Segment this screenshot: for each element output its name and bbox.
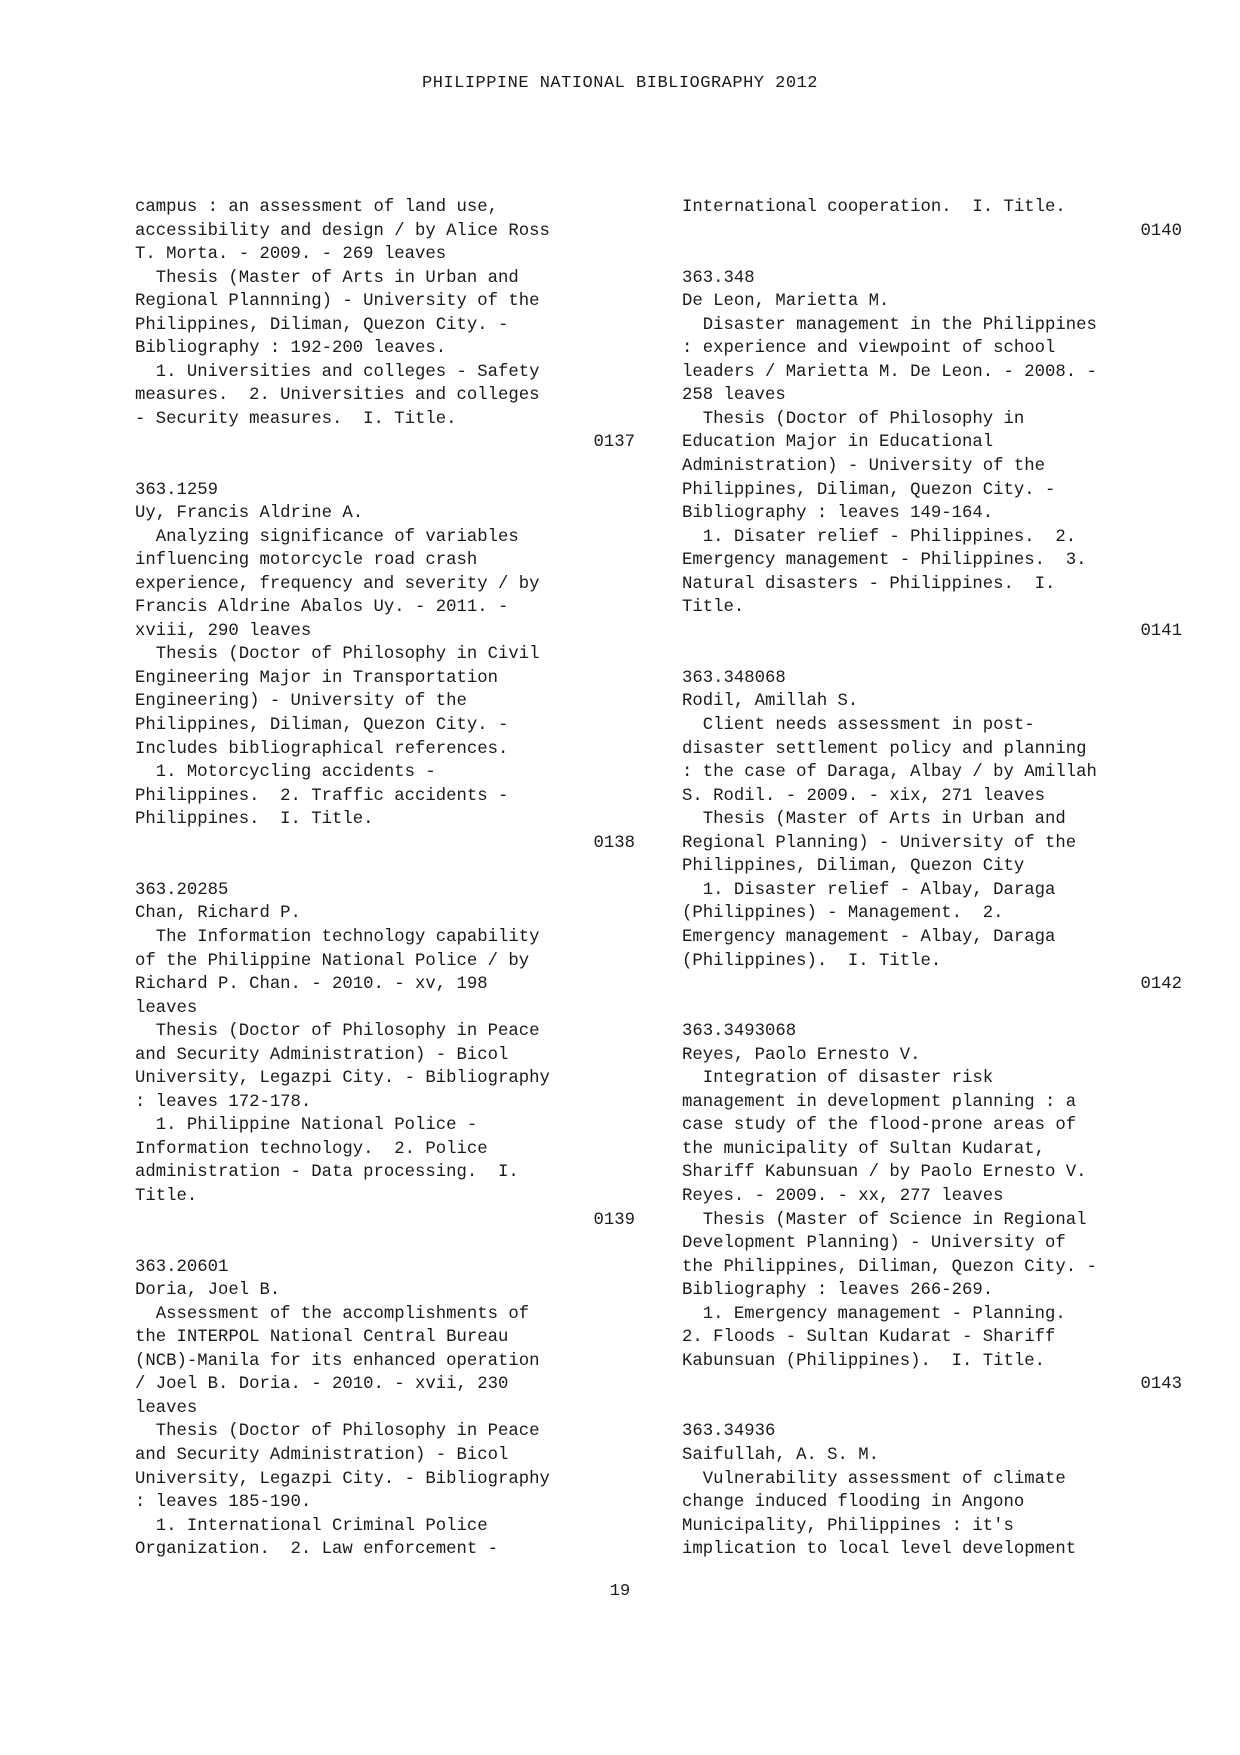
entry-line: The Information technology capability xyxy=(135,927,540,947)
entry-line: Philippines, Diliman, Quezon City. - xyxy=(135,315,509,335)
entry-line: (NCB)-Manila for its enhanced operation xyxy=(135,1351,540,1371)
entry-line: xviii, 290 leaves xyxy=(135,621,312,641)
entry-line: Administration) - University of the xyxy=(682,457,1045,477)
entry-number: 0141 xyxy=(1140,621,1182,641)
entry-line: 1. Universities and colleges - Safety xyxy=(135,362,540,382)
entry-line: Natural disasters - Philippines. I. xyxy=(682,574,1056,594)
entry-line: campus : an assessment of land use, xyxy=(135,198,498,217)
entry-line: International cooperation. I. Title. xyxy=(682,198,1066,217)
entry-line: Municipality, Philippines : it's xyxy=(682,1516,1014,1536)
entry-line: Thesis (Master of Arts in Urban and xyxy=(135,268,519,288)
entry-line: Philippines, Diliman, Quezon City xyxy=(682,857,1025,877)
entry-line: 363.20601 xyxy=(135,1257,229,1277)
entry-line: 363.3493068 xyxy=(682,1022,797,1042)
entry-line: Thesis (Master of Arts in Urban and xyxy=(682,810,1066,830)
spacer xyxy=(682,997,1182,1021)
entry-line: change induced flooding in Angono xyxy=(682,1493,1025,1513)
entry-line: Kabunsuan (Philippines). I. Title. xyxy=(682,1351,1045,1371)
entry-line: 363.20285 xyxy=(135,880,229,900)
entry-line: Organization. 2. Law enforcement - xyxy=(135,1540,498,1560)
entry-line: of the Philippine National Police / by xyxy=(135,951,530,971)
entry-line: Engineering) - University of the xyxy=(135,692,467,712)
entry-line: the municipality of Sultan Kudarat, xyxy=(682,1139,1045,1159)
entry-line: Bibliography : leaves 149-164. xyxy=(682,504,994,524)
entry-line: 1. Emergency management - Planning. xyxy=(682,1304,1066,1324)
left-column xyxy=(135,196,635,1562)
entry-line: Thesis (Doctor of Philosophy in Peace xyxy=(135,1022,540,1042)
entry-line: Reyes. - 2009. - xx, 277 leaves xyxy=(682,1186,1004,1206)
page-header: PHILIPPINE NATIONAL BIBLIOGRAPHY 2012 xyxy=(422,74,818,93)
entry-line: 2. Floods - Sultan Kudarat - Shariff xyxy=(682,1328,1056,1348)
entry-line: De Leon, Marietta M. xyxy=(682,292,890,312)
entry-line: disaster settlement policy and planning xyxy=(682,739,1087,759)
entry-line: Thesis (Doctor of Philosophy in Peace xyxy=(135,1422,540,1442)
entry-line: Regional Plannning) - University of the xyxy=(135,292,540,312)
page-number: 19 xyxy=(609,1582,631,1601)
entry-line: 363.348068 xyxy=(682,668,786,688)
entry-line: Emergency management - Albay, Daraga xyxy=(682,927,1056,947)
entry-line: Saifullah, A. S. M. xyxy=(682,1445,880,1465)
entry-line: 1. Motorcycling accidents - xyxy=(135,763,436,783)
entry-line: implication to local level development xyxy=(682,1540,1077,1560)
entry-line: Philippines. 2. Traffic accidents - xyxy=(135,786,509,806)
entry-line: 1. Disater relief - Philippines. 2. xyxy=(682,527,1077,547)
entry-line: and Security Administration) - Bicol xyxy=(135,1445,509,1465)
entry-line: Chan, Richard P. xyxy=(135,904,301,924)
entry-line: Title. xyxy=(682,598,745,618)
entry-line: case study of the flood-prone areas of xyxy=(682,1116,1077,1136)
entry-line: University, Legazpi City. - Bibliography xyxy=(135,1069,550,1089)
entry-line: leaves xyxy=(135,998,198,1018)
entry-line: Thesis (Doctor of Philosophy in xyxy=(682,409,1025,429)
entry-number: 0137 xyxy=(593,433,635,453)
entry-number: 0138 xyxy=(593,833,635,853)
entry-line: and Security Administration) - Bicol xyxy=(135,1045,509,1065)
entry-line: Richard P. Chan. - 2010. - xv, 198 xyxy=(135,975,488,995)
right-column xyxy=(682,196,1182,1562)
entry-line: (Philippines). I. Title. xyxy=(682,951,942,971)
spacer xyxy=(682,243,1182,267)
entry-line: : leaves 172-178. xyxy=(135,1092,312,1112)
entry-line: Integration of disaster risk xyxy=(682,1069,994,1089)
entry-line: University, Legazpi City. - Bibliography xyxy=(135,1469,550,1489)
entry-line: measures. 2. Universities and colleges xyxy=(135,386,540,406)
entry-line: S. Rodil. - 2009. - xix, 271 leaves xyxy=(682,786,1045,806)
entry-line: Education Major in Educational xyxy=(682,433,994,453)
entry-line: (Philippines) - Management. 2. xyxy=(682,904,1004,924)
entry-line: Disaster management in the Philippines xyxy=(682,315,1097,335)
entry-line: Philippines. I. Title. xyxy=(135,810,374,830)
entry-number: 0140 xyxy=(1140,221,1182,241)
entry-line: Vulnerability assessment of climate xyxy=(682,1469,1066,1489)
entry-line: Information technology. 2. Police xyxy=(135,1139,488,1159)
entry-line: - Security measures. I. Title. xyxy=(135,409,457,429)
entry-number: 0142 xyxy=(1140,975,1182,995)
entry-line: / Joel B. Doria. - 2010. - xvii, 230 xyxy=(135,1375,509,1395)
entry-line: 258 leaves xyxy=(682,386,786,406)
entry-line: Doria, Joel B. xyxy=(135,1281,281,1301)
entry-line: Assessment of the accomplishments of xyxy=(135,1304,530,1324)
spacer xyxy=(682,643,1182,667)
entry-line: Uy, Francis Aldrine A. xyxy=(135,504,364,524)
entry-line: management in development planning : a xyxy=(682,1092,1077,1112)
entry-line: Thesis (Doctor of Philosophy in Civil xyxy=(135,645,540,665)
entry-line: Analyzing significance of variables xyxy=(135,527,519,547)
entry-line: the Philippines, Diliman, Quezon City. - xyxy=(682,1257,1097,1277)
entry-line: : leaves 185-190. xyxy=(135,1493,312,1513)
spacer xyxy=(135,1232,635,1256)
spacer xyxy=(135,855,635,879)
entry-line: Regional Planning) - University of the xyxy=(682,833,1077,853)
entry-line: Development Planning) - University of xyxy=(682,1234,1066,1254)
entry-line: Engineering Major in Transportation xyxy=(135,668,498,688)
entry-line: Includes bibliographical references. xyxy=(135,739,509,759)
entry-line: 363.34936 xyxy=(682,1422,776,1442)
spacer xyxy=(682,1397,1182,1421)
entry-line: Rodil, Amillah S. xyxy=(682,692,859,712)
entry-line: Shariff Kabunsuan / by Paolo Ernesto V. xyxy=(682,1163,1087,1183)
entry-line: Client needs assessment in post- xyxy=(682,716,1035,736)
entry-line: T. Morta. - 2009. - 269 leaves xyxy=(135,245,447,265)
spacer xyxy=(135,455,635,479)
entry-line: 1. Disaster relief - Albay, Daraga xyxy=(682,880,1056,900)
entry-line: Emergency management - Philippines. 3. xyxy=(682,551,1087,571)
entry-line: : experience and viewpoint of school xyxy=(682,339,1056,359)
entry-line: leaders / Marietta M. De Leon. - 2008. - xyxy=(682,362,1097,382)
entry-line: influencing motorcycle road crash xyxy=(135,551,478,571)
entry-line: : the case of Daraga, Albay / by Amillah xyxy=(682,763,1097,783)
entry-number: 0143 xyxy=(1140,1375,1182,1395)
entry-line: 363.348 xyxy=(682,268,755,288)
entry-line: Francis Aldrine Abalos Uy. - 2011. - xyxy=(135,598,509,618)
entry-line: Philippines, Diliman, Quezon City. - xyxy=(135,716,509,736)
entry-line: Bibliography : 192-200 leaves. xyxy=(135,339,447,359)
entry-number: 0139 xyxy=(593,1210,635,1230)
entry-line: experience, frequency and severity / by xyxy=(135,574,540,594)
entry-line: 363.1259 xyxy=(135,480,218,500)
entry-line: the INTERPOL National Central Bureau xyxy=(135,1328,509,1348)
entry-line: leaves xyxy=(135,1398,198,1418)
entry-line: administration - Data processing. I. xyxy=(135,1163,519,1183)
entry-line: Philippines, Diliman, Quezon City. - xyxy=(682,480,1056,500)
entry-line: Thesis (Master of Science in Regional xyxy=(682,1210,1087,1230)
entry-line: Reyes, Paolo Ernesto V. xyxy=(682,1045,921,1065)
entry-line: Title. xyxy=(135,1186,198,1206)
entry-line: Bibliography : leaves 266-269. xyxy=(682,1281,994,1301)
entry-line: 1. Philippine National Police - xyxy=(135,1116,478,1136)
entry-line: 1. International Criminal Police xyxy=(135,1516,488,1536)
entry-line: accessibility and design / by Alice Ross xyxy=(135,221,550,241)
